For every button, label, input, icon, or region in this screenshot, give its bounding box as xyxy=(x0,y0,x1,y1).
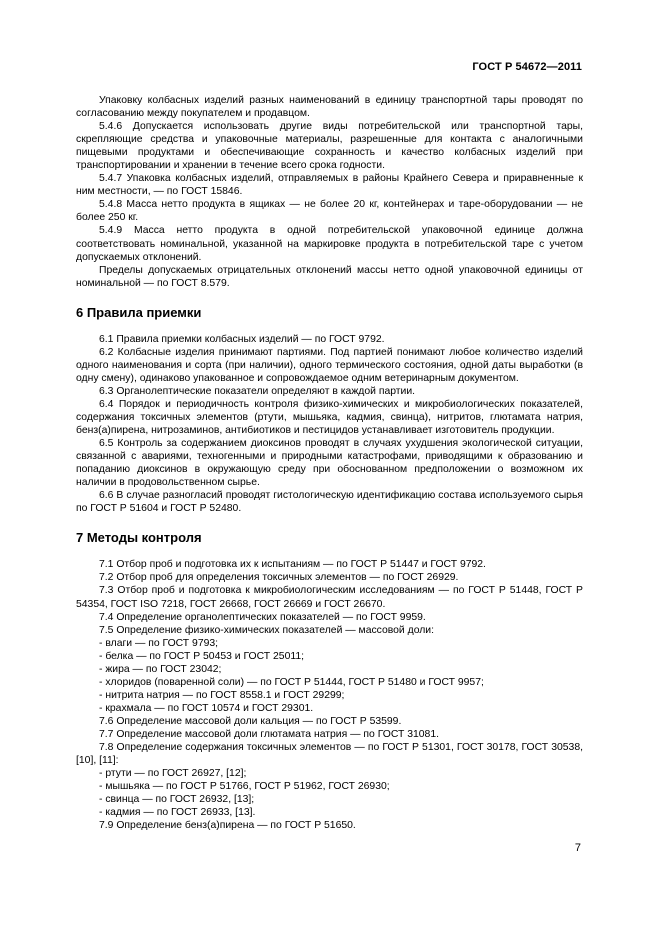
page-number: 7 xyxy=(574,842,581,854)
paragraph: 6.4 Порядок и периодичность контроля физико-химических и микробиологических показателей, содержания токсичных элементов (ртути, мышьяка, кадмия, свинца), нитритов, глютамата натрия, бенз(а)пирена, нитрозаминов, антибиотиков и пестицидов устанавливает изготовитель продукции. xyxy=(76,398,583,437)
list-item: - крахмала — по ГОСТ 10574 и ГОСТ 29301. xyxy=(99,702,314,714)
paragraph: 6.5 Контроль за содержанием диоксинов проводят в случаях ухудшения экологической ситуации, связанной с авариями, техногенными и природными катастрофами, приводящими к образованию и попаданию диоксинов в окружающую среду при обоснованном предположении о возможном их наличии в продовольственном сырье. xyxy=(76,438,583,489)
paragraph: 7.6 Определение массовой доли кальция — по ГОСТ Р 53599. xyxy=(99,715,402,727)
list-item: - свинца — по ГОСТ 26932, [13]; xyxy=(99,794,255,806)
paragraph: 7.7 Определение массовой доли глютамата натрия — по ГОСТ 31081. xyxy=(99,728,439,740)
list-item: - мышьяка — по ГОСТ Р 51766, ГОСТ Р 51962, ГОСТ 26930; xyxy=(99,781,390,793)
document-body xyxy=(76,94,583,832)
paragraph: 7.1 Отбор проб и подготовка их к испытаниям — по ГОСТ Р 51447 и ГОСТ 9792. xyxy=(99,559,486,571)
paragraph: 7.5 Определение физико-химических показателей — массовой доли: xyxy=(99,624,434,636)
section-test-methods xyxy=(76,558,583,832)
paragraph: 7.4 Определение органолептических показателей — по ГОСТ 9959. xyxy=(99,611,426,623)
list-item: - белка — по ГОСТ Р 50453 и ГОСТ 25011; xyxy=(99,650,305,662)
list-item: - хлоридов (поваренной соли) — по ГОСТ Р 51444, ГОСТ Р 51480 и ГОСТ 9957; xyxy=(99,676,484,688)
list-item: - кадмия — по ГОСТ 26933, [13]. xyxy=(99,807,256,819)
section-heading-test-methods: 7 Методы контроля xyxy=(76,530,202,546)
paragraph: 7.8 Определение содержания токсичных элементов — по ГОСТ Р 51301, ГОСТ 30178, ГОСТ 30538, [10], [11]: xyxy=(76,742,583,767)
section-acceptance-rules xyxy=(76,333,583,516)
section-packaging-continued xyxy=(76,94,583,290)
paragraph: 6.1 Правила приемки колбасных изделий — по ГОСТ 9792. xyxy=(99,333,385,345)
paragraph: 6.6 В случае разногласий проводят гистологическую идентификацию состава используемого сырья по ГОСТ Р 51604 и ГОСТ Р 52480. xyxy=(76,490,583,515)
paragraph: 5.4.9 Масса нетто продукта в одной потребительской упаковочной единице должна соответствовать номинальной, указанной на маркировке продукта в потребительской таре с учетом допускаемых отклонений. xyxy=(76,225,583,263)
list-item: - нитрита натрия — по ГОСТ 8558.1 и ГОСТ 29299; xyxy=(99,689,345,701)
paragraph: 6.3 Органолептические показатели определяют в каждой партии. xyxy=(99,385,416,397)
paragraph: 5.4.6 Допускается использовать другие виды потребительской или транспортной тары, скрепляющие средства и упаковочные материалы, разрешенные для контакта с аналогичными пищевыми продуктами и обеспечивающие сохранность и качество колбасных изделий при транспортировании и хранении в течение всего срока годности. xyxy=(76,121,583,172)
list-item: - жира — по ГОСТ 23042; xyxy=(99,663,222,675)
paragraph: 6.2 Колбасные изделия принимают партиями. Под партией понимают любое количество изделий одного наименования и сорта (при наличии), одного термического состояния, одной даты выработки (в одну смену), одинаково упакованное и сопровождаемое одним ветеринарным документом. xyxy=(76,346,583,384)
paragraph: Пределы допускаемых отрицательных отклонений массы нетто одной упаковочной единицы от номинальной — по ГОСТ 8.579. xyxy=(76,264,583,289)
paragraph: Упаковку колбасных изделий разных наименований в единицу транспортной тары проводят по согласованию между покупателем и продавцом. xyxy=(76,95,583,120)
paragraph: 7.2 Отбор проб для определения токсичных элементов — по ГОСТ 26929. xyxy=(99,572,459,584)
standard-code-header: ГОСТ Р 54672—2011 xyxy=(472,61,582,73)
paragraph: 7.3 Отбор проб и подготовка к микробиологическим исследованиям — по ГОСТ Р 51448, ГОСТ Р 54354, ГОСТ ISO 7218, ГОСТ 26668, ГОСТ 26669 и ГОСТ 26670. xyxy=(76,585,583,610)
list-item: - ртути — по ГОСТ 26927, [12]; xyxy=(99,768,247,780)
section-heading-acceptance-rules: 6 Правила приемки xyxy=(76,304,202,320)
paragraph: 5.4.8 Масса нетто продукта в ящиках — не более 20 кг, контейнерах и таре-оборудовании — не более 250 кг. xyxy=(76,199,583,224)
paragraph: 7.9 Определение бенз(а)пирена — по ГОСТ Р 51650. xyxy=(99,820,356,832)
paragraph: 5.4.7 Упаковка колбасных изделий, отправляемых в районы Крайнего Севера и приравненные к ним местности, — по ГОСТ 15846. xyxy=(76,173,583,198)
list-item: - влаги — по ГОСТ 9793; xyxy=(99,637,219,649)
